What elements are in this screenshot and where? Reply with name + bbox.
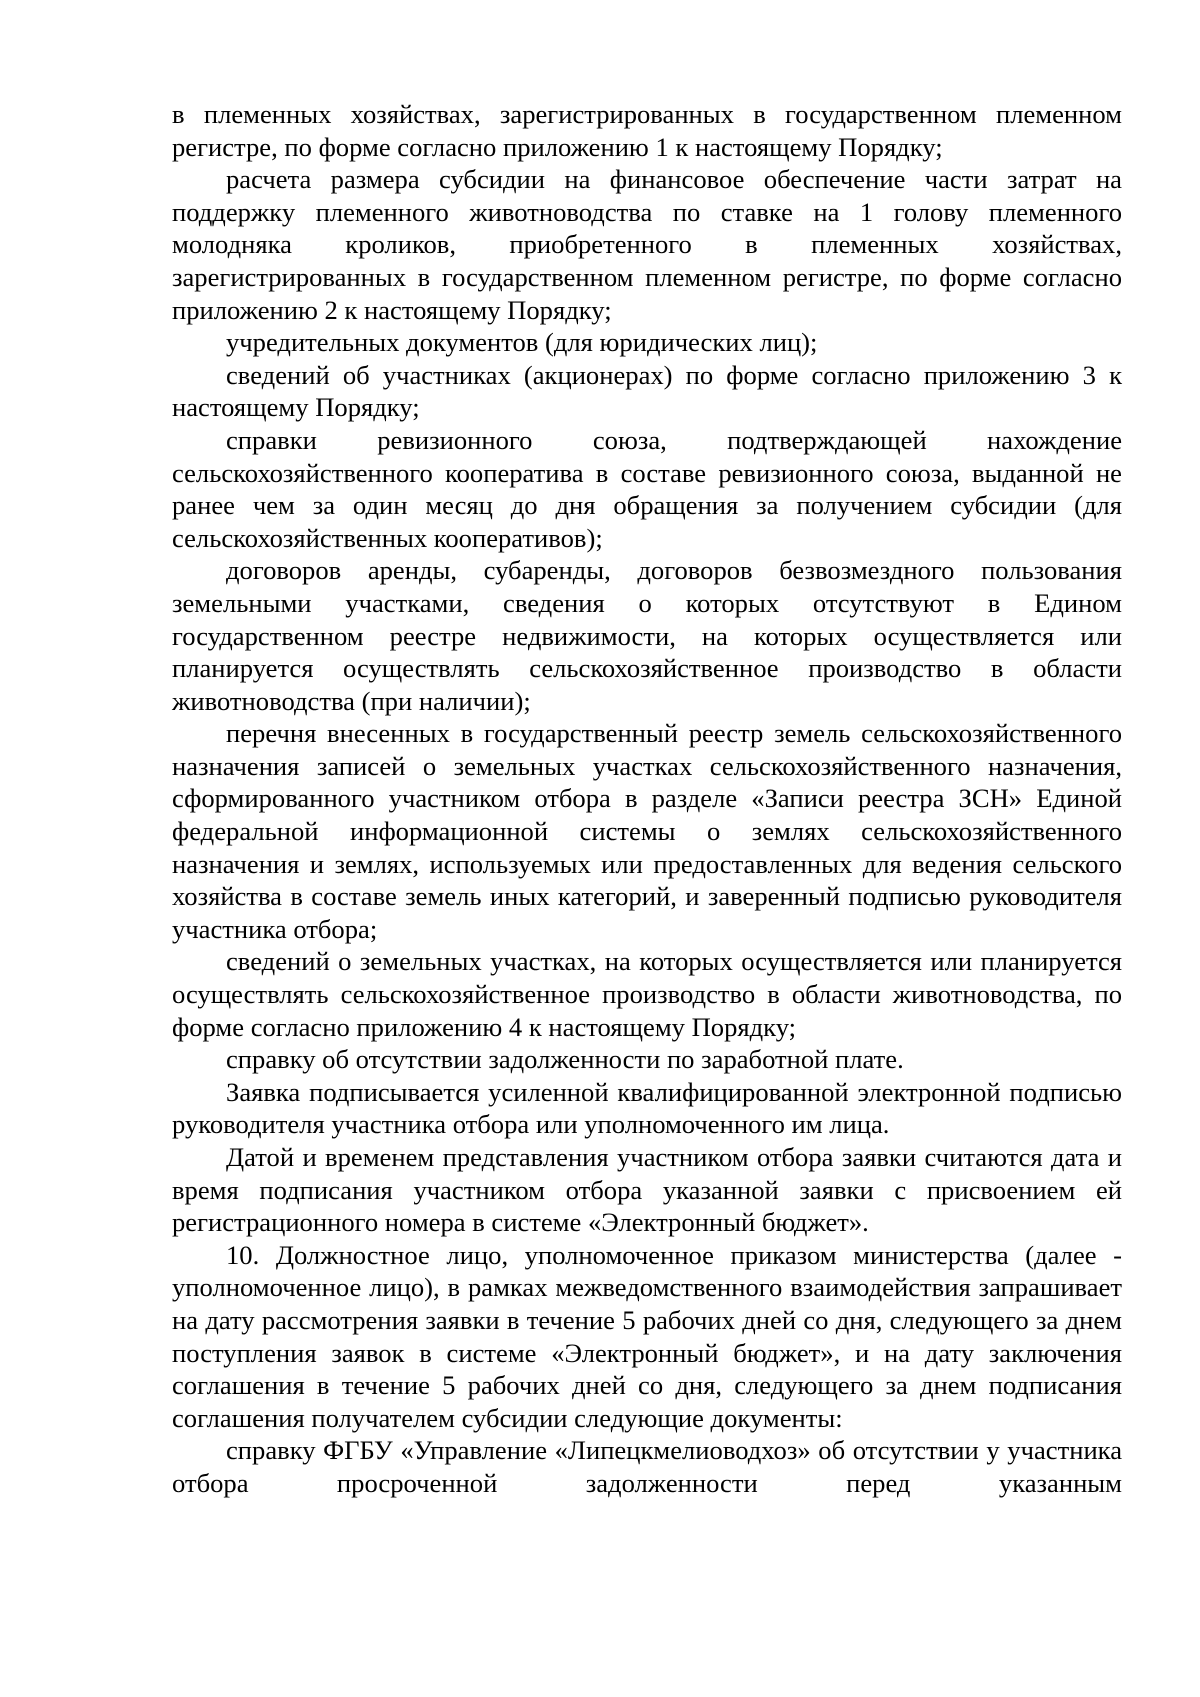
paragraph-melioration-certificate: справку ФГБУ «Управление «Липецкмелиоводхоз» об отсутствии у участника отбора просроченной задолженности перед указанным [172, 1435, 1122, 1498]
paragraph-land-registry-list: перечня внесенных в государственный реестр земель сельскохозяйственного назначения записей о земельных участках сельскохозяйственного назначения, сформированного участником отбора в разделе «Записи реестра ЗСН» Единой федеральной информационной системы о землях сельскохозяйственного назначения и землях, используемых или предоставленных для ведения сельского хозяйства в составе земель иных категорий, и заверенный подписью руководителя участника отбора; [172, 718, 1122, 944]
paragraph-lease-agreements: договоров аренды, субаренды, договоров безвозмездного пользования земельными участками, сведения о которых отсутствуют в Едином государственном реестре недвижимости, на которых осуществляется или планируется осуществлять сельскохозяйственное производство в области животноводства (при наличии); [172, 555, 1122, 716]
paragraph-wage-arrears-certificate: справку об отсутствии задолженности по заработной плате. [226, 1044, 904, 1075]
paragraph-section-10: 10. Должностное лицо, уполномоченное приказом министерства (далее - уполномоченное лицо), в рамках межведомственного взаимодействия запрашивает на дату рассмотрения заявки в течение 5 рабочих дней со дня, следующего за днем поступления заявок в системе «Электронный бюджет», и на дату заключения соглашения в течение 5 рабочих дней со дня, следующего за днем подписания соглашения получателем субсидии следующие документы: [172, 1239, 1122, 1433]
paragraph-submission-date: Датой и временем представления участником отбора заявки считаются дата и время подписания участником отбора указанной заявки с присвоением ей регистрационного номера в системе «Электронный бюджет». [172, 1142, 1122, 1238]
paragraph-subsidy-calculation: расчета размера субсидии на финансовое обеспечение части затрат на поддержку племенного животноводства по ставке на 1 голову племенного молодняка кроликов, приобретенного в племенных хозяйствах, зарегистрированных в государственном племенном регистре, по форме согласно приложению 2 к настоящему Порядку; [172, 164, 1122, 325]
paragraph-application-signature: Заявка подписывается усиленной квалифицированной электронной подписью руководителя участника отбора или уполномоченного им лица. [172, 1076, 1122, 1140]
paragraph-land-plots-info: сведений о земельных участках, на которых осуществляется или планируется осуществлять сельскохозяйственное производство в области животноводства, по форме согласно приложению 4 к настоящему Порядку; [172, 946, 1122, 1042]
paragraph-audit-union-certificate: справки ревизионного союза, подтверждающей нахождение сельскохозяйственного кооператива в составе ревизионного союза, выданной не ранее чем за один месяц до дня обращения за получением субсидии (для сельскохозяйственных кооперативов); [172, 424, 1122, 553]
paragraph-breeding-farms-continuation: в племенных хозяйствах, зарегистрированных в государственном племенном регистре, по форме согласно приложению 1 к настоящему Порядку; [172, 99, 1122, 162]
paragraph-shareholders-info: сведений об участниках (акционерах) по форме согласно приложению 3 к настоящему Порядку; [172, 359, 1122, 423]
paragraph-founding-documents: учредительных документов (для юридических лиц); [226, 327, 818, 358]
document-page [172, 98, 1122, 1500]
